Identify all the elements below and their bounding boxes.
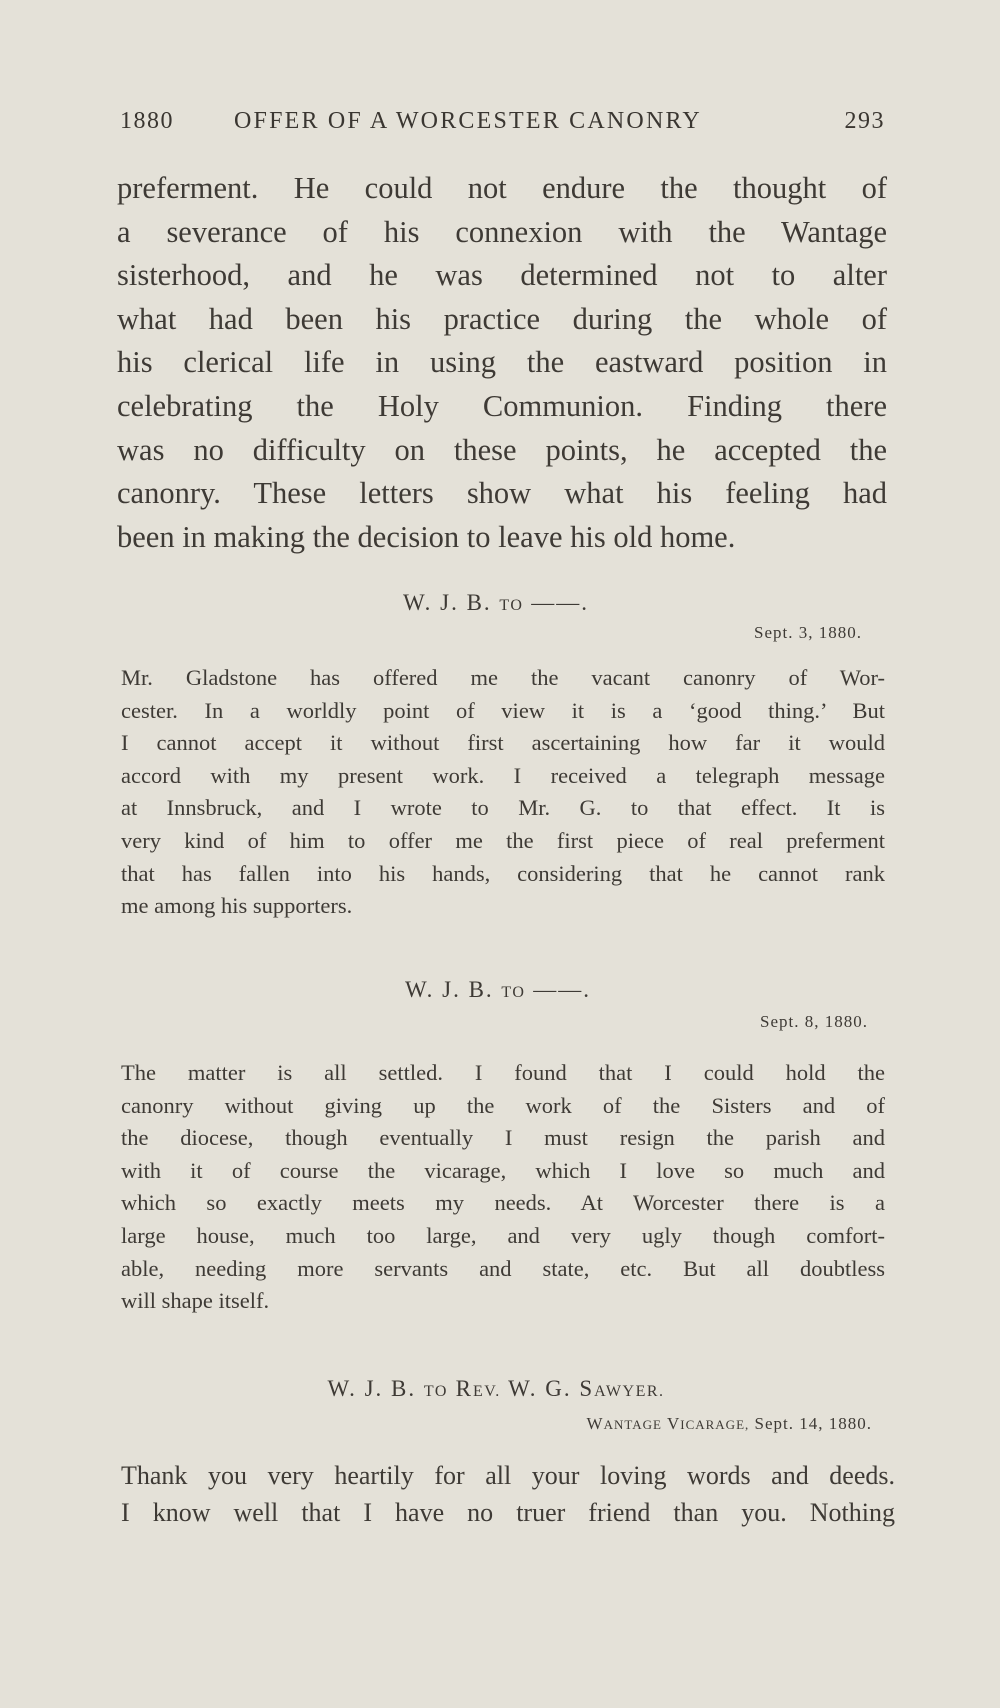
heading-to: TO	[499, 597, 524, 614]
body-line: a severance of his connexion with the Wantage	[117, 214, 887, 249]
letter-line: the diocese, though eventually I must resign the parish and	[121, 1125, 885, 1151]
letter-line: cester. In a worldly point of view it is a ‘good thing.’ But	[121, 697, 885, 723]
body-line: been in making the decision to leave his old home.	[117, 519, 736, 554]
body-line: canonry. These letters show what his feeling had	[117, 476, 887, 511]
page-number: 293	[844, 108, 885, 134]
body-line: his clerical life in using the eastward position in	[117, 345, 887, 380]
letter-line: me among his supporters.	[121, 893, 353, 919]
heading-author: W. J. B.	[327, 1376, 417, 1401]
letter-body	[121, 1457, 895, 1531]
body-line: what had been his practice during the whole of	[117, 301, 887, 336]
body-paragraph	[117, 167, 887, 559]
letter-line: able, needing more servants and state, etc. But all doubtless	[121, 1255, 885, 1281]
body-line: was no difficulty on these points, he accepted the	[117, 432, 887, 467]
letter-place: WANTAGE VICARAGE,	[586, 1414, 750, 1433]
letter-line: with it of course the vicarage, which I love so much and	[121, 1157, 885, 1183]
body-line: preferment. He could not endure the thought of	[117, 171, 887, 205]
letter-line: accord with my present work. I received a telegraph message	[121, 762, 885, 788]
letter-line: which so exactly meets my needs. At Worcester there is a	[121, 1190, 885, 1216]
body-line: sisterhood, and he was determined not to alter	[117, 258, 887, 293]
heading-rev: REV.	[455, 1376, 501, 1401]
letter-heading	[0, 590, 996, 616]
letter-date: Sept. 14, 1880.	[754, 1414, 872, 1433]
letter-body	[121, 1057, 885, 1318]
letter-line: that has fallen into his hands, considering that he cannot rank	[121, 860, 885, 886]
heading-author: W. J. B.	[405, 977, 494, 1002]
letter-line: very kind of him to offer me the first piece of real preferment	[121, 827, 885, 853]
heading-author: W. J. B.	[403, 590, 492, 615]
letter-date: Sept. 3, 1880.	[754, 623, 862, 642]
letter-line: Mr. Gladstone has offered me the vacant canonry of Wor-	[121, 665, 885, 690]
letter-line: I cannot accept it without first ascertaining how far it would	[121, 730, 885, 756]
letter-date: Sept. 8, 1880.	[760, 1012, 868, 1031]
header-year: 1880	[120, 108, 174, 134]
heading-recipient: ——.	[533, 977, 591, 1002]
body-line: celebrating the Holy Communion. Finding there	[117, 388, 887, 423]
letter-heading	[0, 1376, 996, 1402]
letter-line: at Innsbruck, and I wrote to Mr. G. to that effect. It is	[121, 795, 885, 821]
header-title: OFFER OF A WORCESTER CANONRY	[234, 108, 702, 134]
letter-line: canonry without giving up the work of the Sisters and of	[121, 1092, 885, 1118]
heading-to: TO	[501, 984, 526, 1001]
heading-to: TO	[423, 1383, 448, 1400]
letter-line: large house, much too large, and very ugly though comfort-	[121, 1222, 885, 1248]
heading-recipient: ——.	[531, 590, 589, 615]
letter-line: The matter is all settled. I found that I could hold the	[121, 1060, 885, 1085]
letter-line: Thank you very heartily for all your loving words and deeds.	[121, 1461, 895, 1490]
letter-line: will shape itself.	[121, 1288, 270, 1314]
heading-surname: SAWYER.	[579, 1376, 665, 1401]
heading-initials: W. G.	[508, 1376, 572, 1401]
letter-heading	[0, 977, 998, 1003]
letter-body	[121, 662, 885, 923]
letter-line: I know well that I have no truer friend than you. Nothing	[121, 1498, 895, 1527]
letter-place-date	[587, 1414, 872, 1434]
